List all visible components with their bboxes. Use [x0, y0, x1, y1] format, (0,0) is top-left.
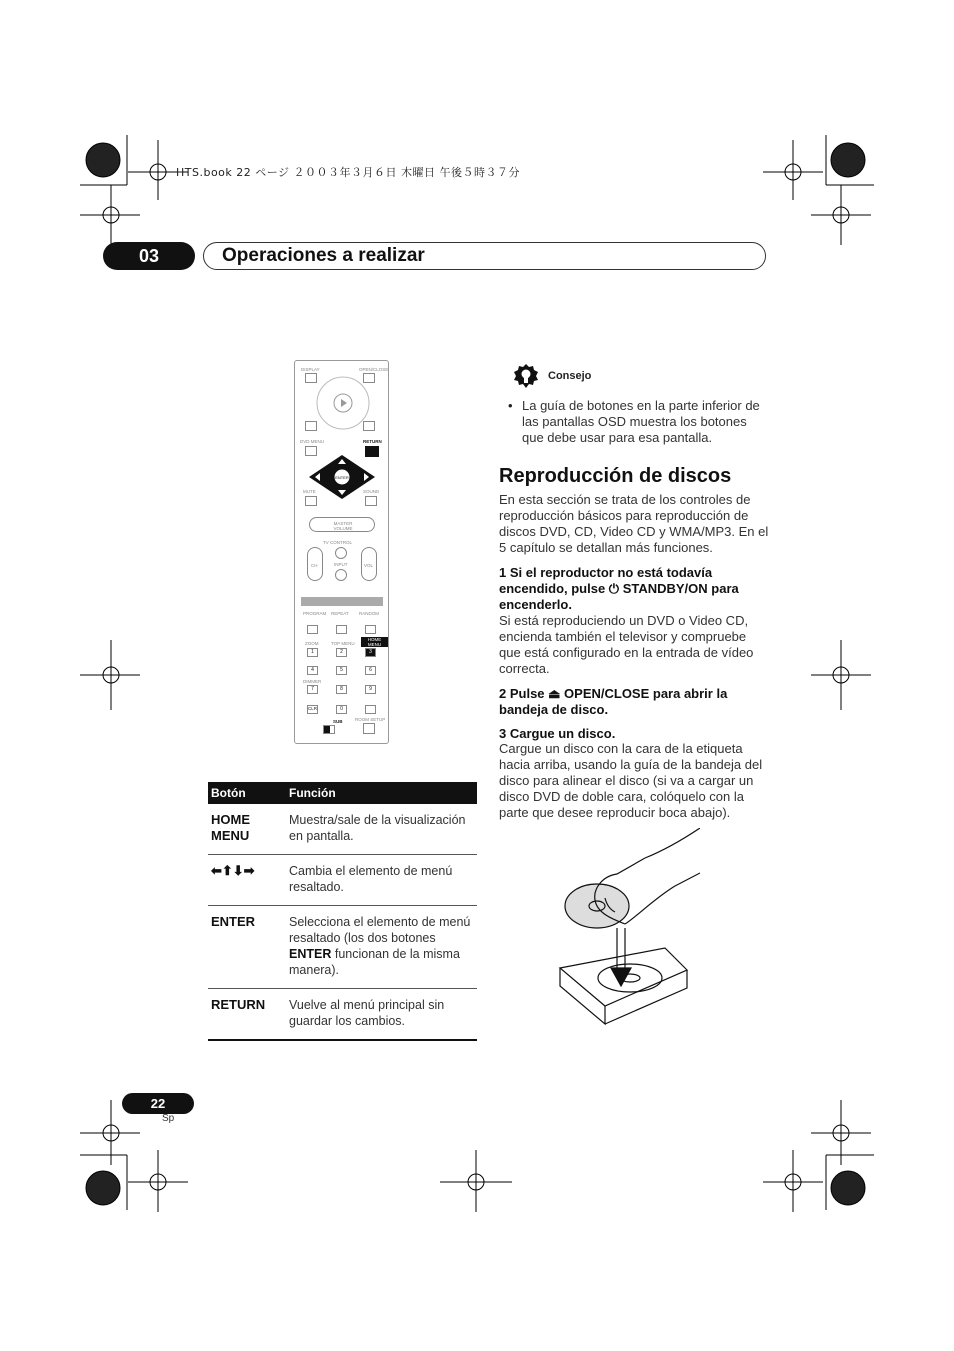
book-info-header: HTS.book 22 ページ ２００３年３月６日 木曜日 午後５時３７分 — [176, 166, 521, 179]
page-language-code: Sp — [162, 1113, 175, 1124]
table-header-button: Botón — [208, 782, 286, 804]
remote-tv-ch-rocker — [307, 547, 323, 581]
remote-key-5: 5 — [336, 666, 347, 675]
remote-room-setup-button — [363, 723, 375, 734]
remote-tv-vol-rocker — [361, 547, 377, 581]
section-title: Reproducción de discos — [499, 465, 732, 487]
chapter-number-badge: 03 — [103, 242, 195, 270]
remote-label-room-setup: ROOM SETUP — [355, 717, 386, 722]
remote-sub-switch — [323, 725, 335, 734]
remote-mute-button — [305, 496, 317, 506]
remote-control-illustration — [294, 360, 389, 744]
remote-enter-label: ENTER — [335, 475, 349, 480]
remote-label-mute: MUTE — [303, 489, 316, 494]
table-cell-button: RETURN — [208, 989, 286, 1041]
remote-label-display: DISPLAY — [301, 367, 320, 372]
button-function-table — [208, 782, 477, 1041]
remote-tv-power-button — [335, 547, 347, 559]
remote-master-volume-rocker — [309, 517, 375, 532]
remote-enter-key — [365, 705, 376, 714]
table-row — [208, 855, 477, 906]
remote-random-button — [365, 625, 376, 634]
table-cell-function-bold: ENTER — [289, 947, 332, 961]
remote-label-top-menu: TOP MENU — [331, 641, 355, 646]
remote-label-dvd-menu: DVD MENU — [300, 439, 325, 444]
remote-label-input: INPUT — [334, 562, 348, 567]
table-row — [208, 906, 477, 989]
remote-clr-button: CLR — [307, 705, 318, 714]
remote-label-program: PROGRAM — [303, 611, 327, 616]
remote-label-sound: SOUND — [363, 489, 380, 494]
disc-loading-illustration — [555, 828, 700, 1028]
remote-key-3: 3 — [365, 648, 376, 657]
step-3-body: Cargue un disco con la cara de la etiqueta hacia arriba, usando la guía de la bandeja del disco para alinear el disco (si va a cargar un disco DVD de doble cara, colóquelo con la parte que desee reproducir boca abajo). — [499, 741, 763, 820]
tip-bullet: • — [508, 398, 513, 413]
remote-label-master-volume: MASTER VOLUME — [333, 521, 353, 531]
table-cell-function — [286, 906, 477, 989]
section-intro: En esta sección se trata de los controles de reproducción básicos para reproducción de discos DVD, CD, Video CD y WMA/MP3. En el 5 capítulo se detallan más funciones. — [499, 492, 769, 555]
step-2-title: 2 Pulse ⏏ OPEN/CLOSE para abrir la bandeja de disco. — [499, 686, 728, 717]
remote-label-tv-control: TV CONTROL — [323, 540, 353, 545]
remote-key-6: 6 — [365, 666, 376, 675]
remote-key-9: 9 — [365, 685, 376, 694]
tip-title: Consejo — [548, 370, 592, 382]
table-header-function: Función — [286, 782, 477, 804]
page-number-badge: 22 — [122, 1093, 194, 1114]
remote-repeat-button — [336, 625, 347, 634]
remote-label-return: RETURN — [363, 439, 382, 444]
remote-key-1: 1 — [307, 648, 318, 657]
remote-key-0: 0 — [336, 705, 347, 714]
table-cell-button: ⬅⬆⬇➡ — [208, 855, 286, 906]
table-cell-function: Muestra/sale de la visualización en pantalla. — [286, 804, 477, 855]
remote-key-4: 4 — [307, 666, 318, 675]
remote-label-zoom: ZOOM — [305, 641, 319, 646]
remote-program-button — [307, 625, 318, 634]
step-3-title: 3 Cargue un disco. — [499, 726, 616, 741]
remote-label-vol: VOL — [364, 563, 374, 568]
remote-label-random: RANDOM — [359, 611, 379, 616]
remote-label-sub: SUB — [333, 719, 343, 724]
remote-label-dimmer: DIMMER — [303, 679, 322, 684]
table-cell-button: HOME MENU — [208, 804, 286, 855]
chapter-title-bar — [203, 242, 766, 270]
table-cell-function: Vuelve al menú principal sin guardar los cambios. — [286, 989, 477, 1041]
table-cell-button: ENTER — [208, 906, 286, 989]
remote-label-open-close: OPEN/CLOSE — [359, 367, 389, 372]
remote-sound-button — [365, 496, 377, 506]
table-header-row — [208, 782, 477, 804]
remote-prev-button — [305, 421, 317, 431]
table-row — [208, 804, 477, 855]
remote-label-ch: CH — [311, 563, 318, 568]
table-cell-function-part: funcionan de la misma manera). — [289, 947, 460, 977]
remote-key-7: 7 — [307, 685, 318, 694]
step-1-body: Si está reproduciendo un DVD o Video CD, encienda también el televisor y compruebe que está configurado en la entrada de vídeo correcta. — [499, 613, 754, 676]
remote-tv-input-button — [335, 569, 347, 581]
remote-key-8: 8 — [336, 685, 347, 694]
remote-next-button — [363, 421, 375, 431]
tip-lightbulb-icon — [512, 362, 540, 390]
table-cell-function-part: Selecciona el elemento de menú resaltado (los dos botones — [289, 915, 471, 945]
tip-text: La guía de botones en la parte inferior de las pantallas OSD muestra los botones que debe usar para esa pantalla. — [522, 398, 760, 445]
chapter-title: Operaciones a realizar — [222, 245, 425, 266]
remote-label-repeat: REPEAT — [331, 611, 349, 616]
remote-key-2: 2 — [336, 648, 347, 657]
remote-label-home-menu: HOME MENU — [361, 637, 388, 647]
remote-function-strip — [301, 597, 383, 606]
table-row — [208, 989, 477, 1041]
step-1-title: 1 Si el reproductor no está todavía encendido, pulse ⏻ STANDBY/ON para encenderlo. — [499, 565, 739, 612]
table-cell-function: Cambia el elemento de menú resaltado. — [286, 855, 477, 906]
